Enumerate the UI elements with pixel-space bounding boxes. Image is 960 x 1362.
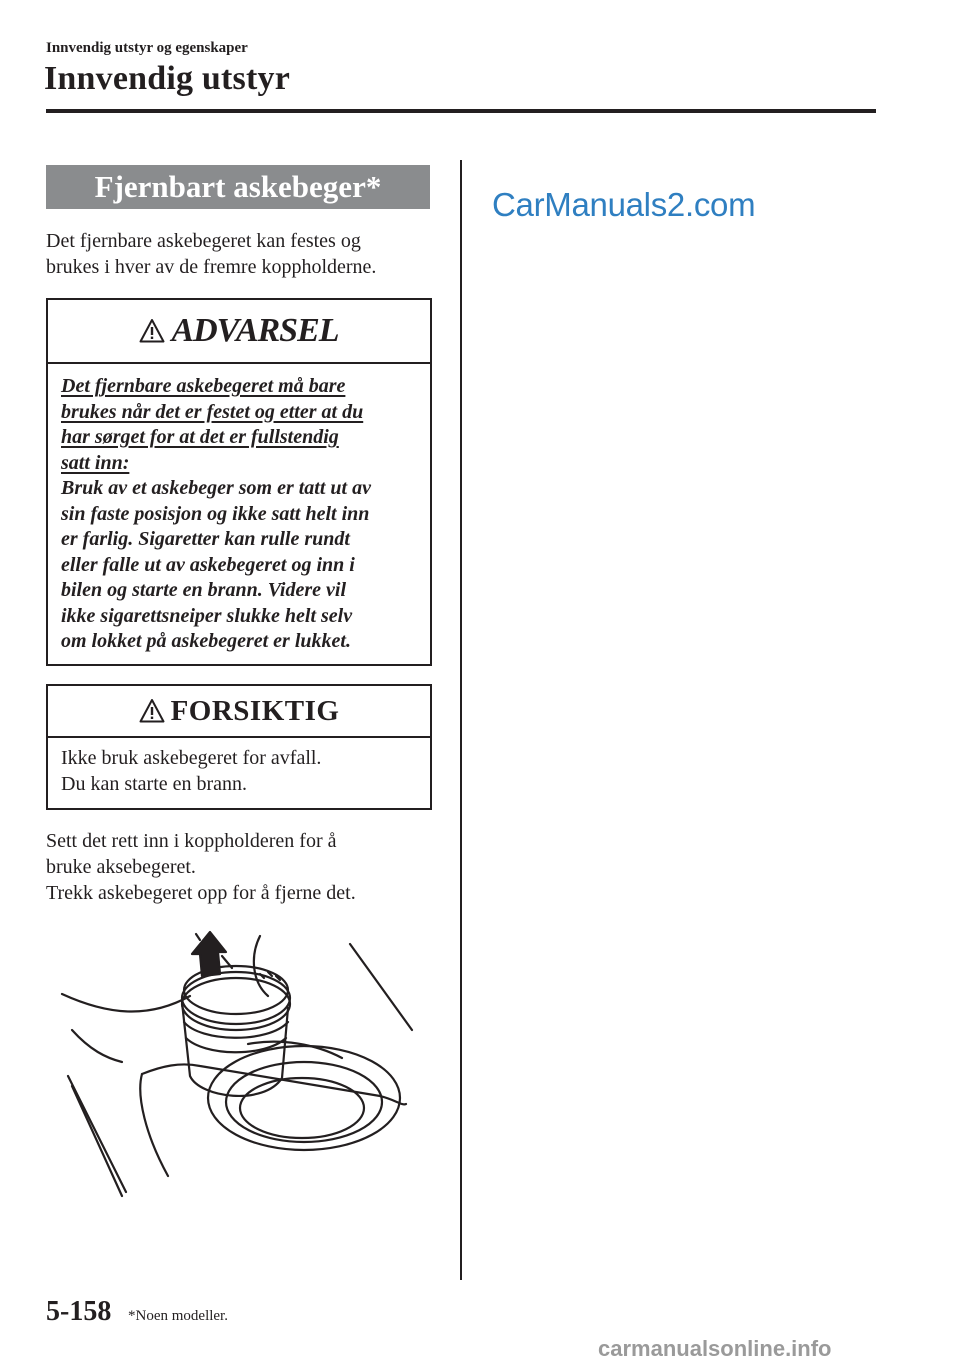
- caution-box: [46, 684, 432, 810]
- column-divider: [460, 160, 462, 1280]
- warning-header: [48, 300, 430, 364]
- warning-body: [61, 374, 422, 655]
- warning-condition-line: satt inn:: [61, 451, 130, 474]
- intro-line: brukes i hver av de fremre koppholderne.: [46, 256, 377, 278]
- warning-text-line: bilen og starte en brann. Videre vil: [61, 579, 347, 601]
- warning-text-line: om lokket på askebegeret er lukket.: [61, 630, 351, 652]
- caution-text-line: Ikke bruk askebegeret for avfall.: [61, 747, 322, 769]
- caution-header: [48, 686, 430, 738]
- warning-text-line: er farlig. Sigaretter kan rulle rundt: [61, 528, 350, 550]
- section-title: Innvendig utstyr: [44, 60, 290, 97]
- chapter-label: Innvendig utstyr og egenskaper: [46, 40, 248, 56]
- topic-banner: Fjernbart askebeger*: [46, 165, 430, 209]
- footnote: *Noen modeller.: [128, 1308, 228, 1324]
- header-rule: [46, 109, 876, 113]
- warning-title: ADVARSEL: [171, 312, 339, 349]
- warning-condition-line: har sørget for at det er fullstendig: [61, 426, 339, 448]
- intro-line: Det fjernbare askebegeret kan festes og: [46, 230, 361, 252]
- ashtray-illustration: [50, 926, 428, 1206]
- warning-condition-line: brukes når det er festet og etter at du: [61, 400, 364, 423]
- warning-box: [46, 298, 432, 666]
- caution-title: FORSIKTIG: [170, 694, 340, 727]
- instruction-line: Trekk askebegeret opp for å fjerne det.: [46, 882, 356, 904]
- warning-condition-line: Det fjernbare askebegeret må bare: [61, 375, 346, 397]
- warning-text-line: sin faste posisjon og ikke satt helt inn: [61, 502, 370, 525]
- intro-paragraph: [46, 228, 376, 280]
- warning-text-line: ikke sigarettsneiper slukke helt selv: [61, 604, 353, 627]
- instructions-paragraph: [46, 828, 356, 906]
- warning-text-line: eller falle ut av askebegeret og inn i: [61, 553, 355, 576]
- caution-triangle-icon: [139, 698, 165, 724]
- page-number: 5-158: [46, 1296, 112, 1327]
- instruction-line: bruke aksebegeret.: [46, 856, 196, 878]
- warning-triangle-icon: [139, 318, 165, 344]
- instruction-line: Sett det rett inn i koppholderen for å: [46, 830, 337, 852]
- site-watermark: carmanualsonline.info: [598, 1336, 832, 1361]
- caution-text-line: Du kan starte en brann.: [61, 772, 248, 795]
- carmanuals-watermark: CarManuals2.com: [492, 186, 756, 223]
- caution-body: [61, 746, 422, 797]
- warning-text-line: Bruk av et askebeger som er tatt ut av: [61, 477, 371, 499]
